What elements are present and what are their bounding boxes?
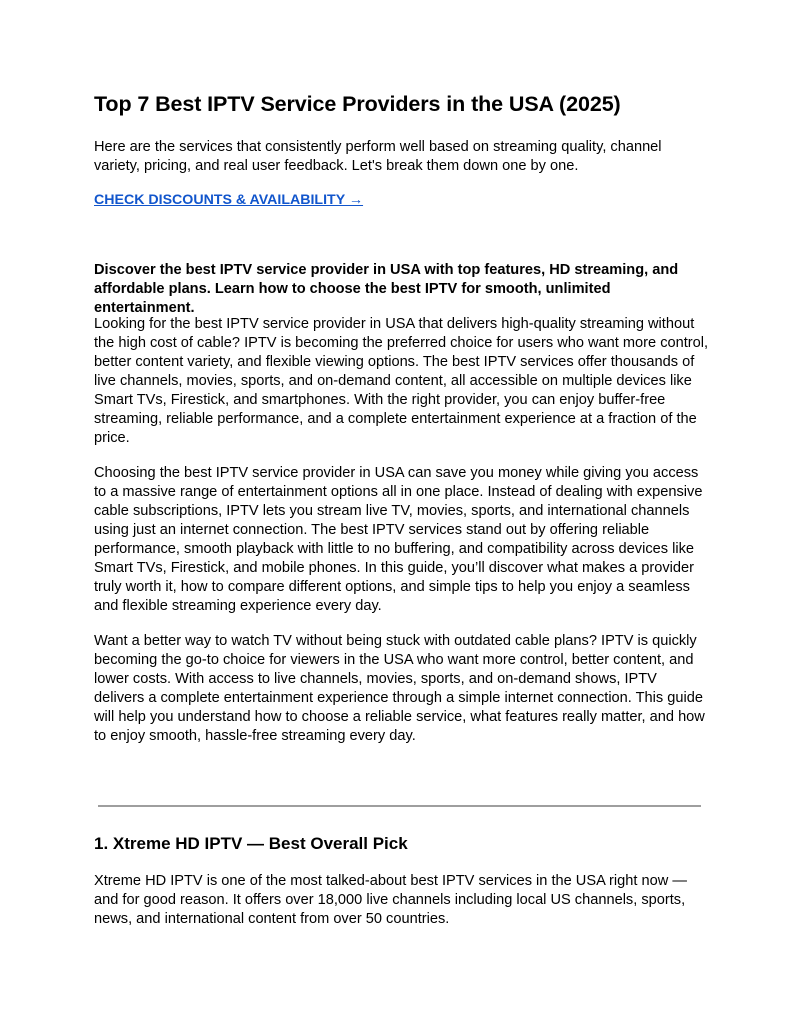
intro-paragraph: Here are the services that consistently perform well based on streaming quality, channel variety, pricing, and real user feedback. Let's break them down one by one. [94, 139, 662, 174]
section-1-paragraph: Xtreme HD IPTV is one of the most talked-about best IPTV services in the USA right now — and for good reason. It offers over 18,000 live channels including local US channels, sports, news, and international content from over 50 countries. [94, 873, 687, 927]
section-divider [98, 805, 701, 807]
body-paragraph-3: Want a better way to watch TV without being stuck with outdated cable plans? IPTV is quickly becoming the go-to choice for viewers in the USA who want more control, better content, and lower costs. With access to live channels, movies, sports, and on-demand shows, IPTV delivers a complete entertainment experience through a simple internet connection. This guide will help you understand how to choose a reliable service, what features really matter, and how to enjoy smooth, hassle-free streaming every day. [94, 633, 705, 744]
section-heading-1: 1. Xtreme HD IPTV — Best Overall Pick [94, 834, 408, 853]
body-paragraph-2: Choosing the best IPTV service provider in USA can save you money while giving you access to a massive range of entertainment options all in one place. Instead of dealing with expensive cable subscriptions, IPTV lets you stream live TV, movies, sports, and international channels using just an internet connection. The best IPTV services stand out by offering reliable performance, smooth playback with little to no buffering, and compatibility across devices like Smart TVs, Firestick, and mobile phones. In this guide, you’ll discover what makes a provider truly worth it, how to compare different options, and simple tips to help you enjoy a seamless and flexible streaming experience every day. [94, 465, 703, 614]
summary-paragraph: Discover the best IPTV service provider in USA with top features, HD streaming, and affordable plans. Learn how to choose the best IPTV for smooth, unlimited entertainment. [94, 262, 679, 316]
page-title: Top 7 Best IPTV Service Providers in the USA (2025) [94, 92, 621, 116]
body-paragraph-1: Looking for the best IPTV service provider in USA that delivers high-quality streaming without the high cost of cable? IPTV is becoming the preferred choice for users who want more control, better content variety, and flexible viewing options. The best IPTV services offer thousands of live channels, movies, sports, and on-demand content, all accessible on multiple devices like Smart TVs, Firestick, and smartphones. With the right provider, you can enjoy buffer-free streaming, reliable performance, and a complete entertainment experience at a fraction of the price. [94, 316, 709, 446]
check-discounts-link[interactable]: CHECK DISCOUNTS & AVAILABILITY → [94, 192, 364, 208]
